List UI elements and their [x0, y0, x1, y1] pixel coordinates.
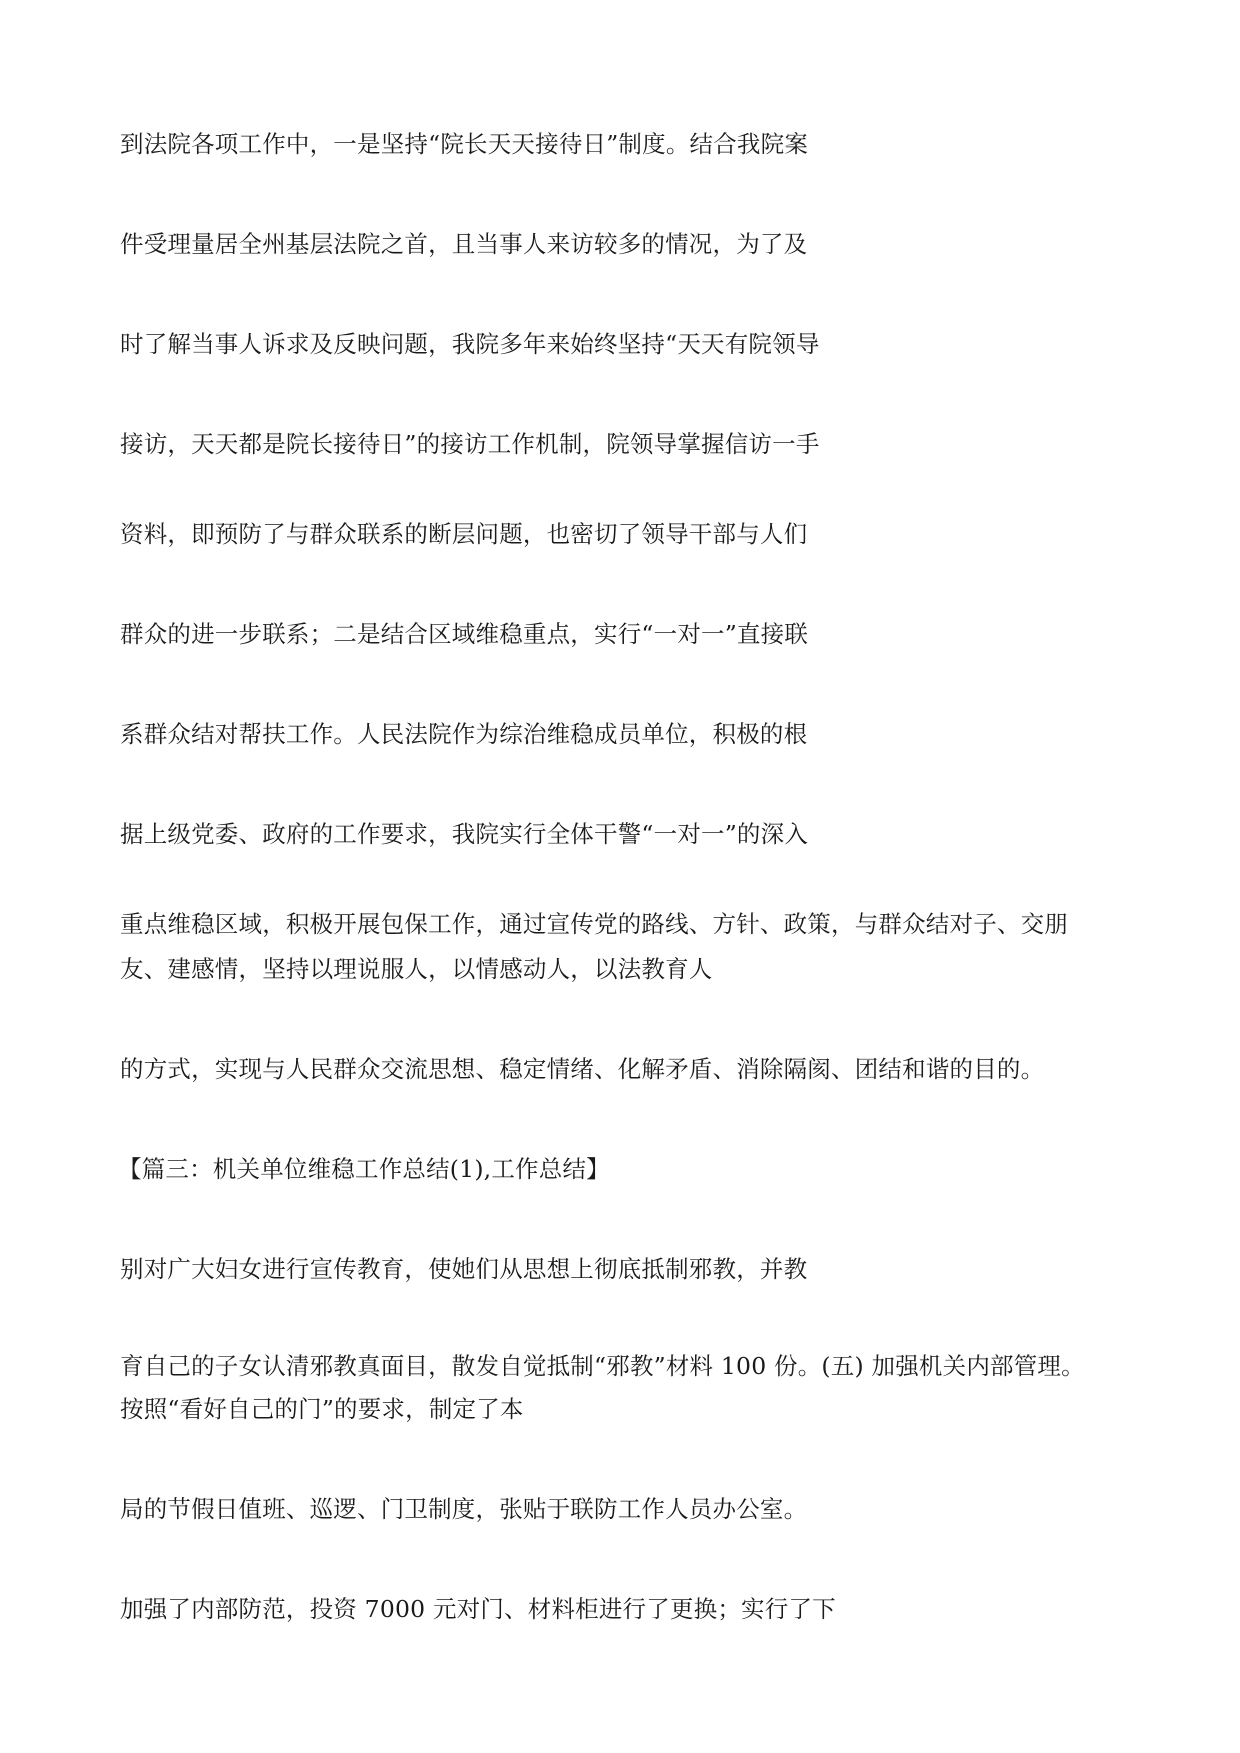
paragraph-line: 局的节假日值班、巡逻、门卫制度，张贴于联防工作人员办公室。: [120, 1495, 808, 1523]
paragraph-line: 育自己的子女认清邪教真面目，散发自觉抵制“邪教”材料 100 份。(五) 加强机关内部管理。: [120, 1352, 1085, 1380]
paragraph-line: 件受理量居全州基层法院之首，且当事人来访较多的情况，为了及: [120, 230, 808, 258]
paragraph-line: 时了解当事人诉求及反映问题，我院多年来始终坚持“天天有院领导: [120, 330, 820, 358]
paragraph-line: 接访，天天都是院长接待日”的接访工作机制，院领导掌握信访一手: [120, 430, 820, 458]
paragraph-line: 按照“看好自己的门”的要求，制定了本: [120, 1395, 524, 1423]
paragraph-line: 系群众结对帮扶工作。人民法院作为综治维稳成员单位，积极的根: [120, 720, 808, 748]
paragraph-line: 重点维稳区域，积极开展包保工作，通过宣传党的路线、方针、政策，与群众结对子、交朋: [120, 910, 1068, 938]
paragraph-line: 别对广大妇女进行宣传教育，使她们从思想上彻底抵制邪教，并教: [120, 1255, 808, 1283]
paragraph-line: 加强了内部防范，投资 7000 元对门、材料柜进行了更换；实行了下: [120, 1595, 836, 1623]
paragraph-line: 资料，即预防了与群众联系的断层问题，也密切了领导干部与人们: [120, 520, 808, 548]
section-heading: 【篇三：机关单位维稳工作总结(1),工作总结】: [118, 1155, 610, 1183]
paragraph-line: 到法院各项工作中，一是坚持“院长天天接待日”制度。结合我院案: [120, 130, 809, 158]
paragraph-line: 的方式，实现与人民群众交流思想、稳定情绪、化解矛盾、消除隔阂、团结和谐的目的。: [120, 1055, 1045, 1083]
paragraph-line: 据上级党委、政府的工作要求，我院实行全体干警“一对一”的深入: [120, 820, 809, 848]
paragraph-line: 友、建感情，坚持以理说服人，以情感动人，以法教育人: [120, 955, 713, 983]
paragraph-line: 群众的进一步联系；二是结合区域维稳重点，实行“一对一”直接联: [120, 620, 809, 648]
